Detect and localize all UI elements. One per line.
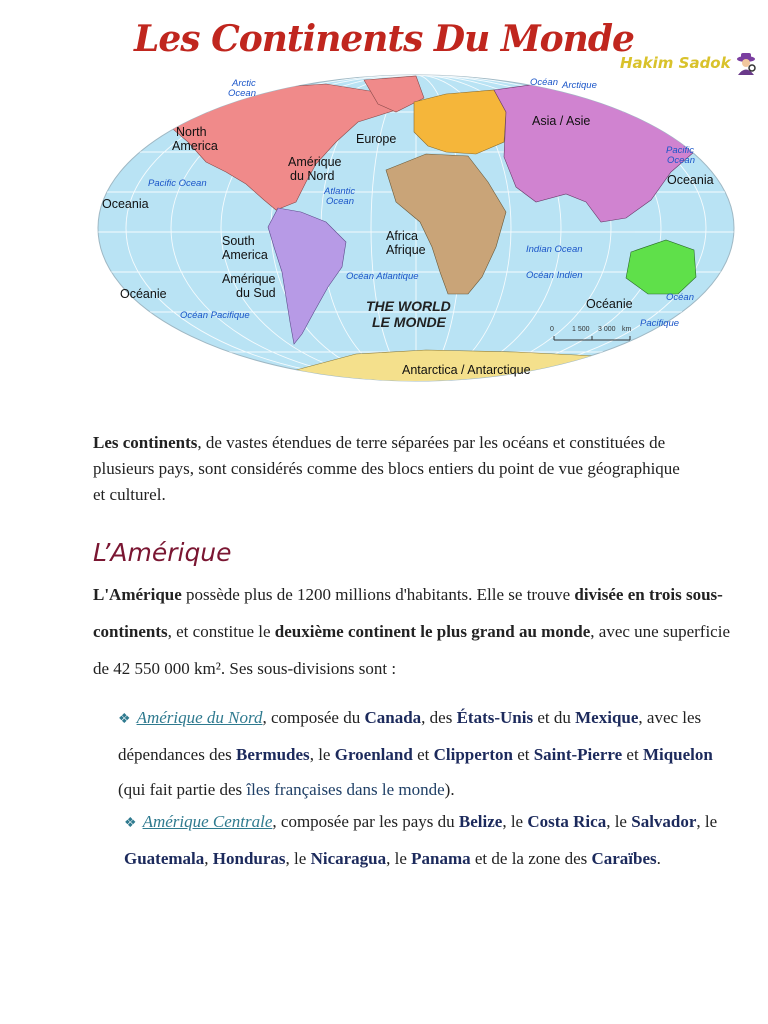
label-oceania-left: Oceania <box>102 197 149 211</box>
scale-km: km <box>622 326 632 333</box>
label-pacific-ocean-right-2: Ocean <box>667 155 695 166</box>
label-ocean-arctique-2: Arctique <box>562 80 597 91</box>
intro-bold: Les continents <box>93 433 198 452</box>
label-north-america-2: America <box>172 139 218 153</box>
amerique-paragraph: L'Amérique possède plus de 1200 millions d'habitants. Elle se trouve divisée en trois sous-continents, et constitue le deuxième continent le plus grand au monde, avec une superficie de 42 550 000 km². Ses sous-divisions sont : <box>93 585 730 678</box>
label-pacifique-right: Pacifique <box>640 318 680 329</box>
scale-3000: 3 000 <box>598 326 616 333</box>
label-the-world: THE WORLD <box>366 298 451 314</box>
continent-europe <box>414 90 506 154</box>
link-iles-francaises[interactable]: îles françaises dans le monde <box>246 780 445 799</box>
label-ocean-indien: Océan Indien <box>526 270 583 281</box>
scale-0: 0 <box>550 326 554 333</box>
label-amerique-sud-2: du Sud <box>236 286 276 300</box>
scale-1500: 1 500 <box>572 326 590 333</box>
detective-icon <box>733 50 759 76</box>
label-antarctica: Antarctica / Antarctique <box>402 363 531 377</box>
label-oceanie-left: Océanie <box>120 287 167 301</box>
link-amerique-du-nord[interactable]: Amérique du Nord <box>136 708 263 727</box>
world-map <box>96 72 736 384</box>
diamond-bullet-icon: ❖ <box>118 712 131 727</box>
label-amerique-sud-1: Amérique <box>222 272 276 286</box>
label-oceanie-right: Océanie <box>586 297 633 311</box>
list-item-amerique-centrale: ❖ Amérique Centrale, composée par les pays du Belize, le Costa Rica, le Salvador, le Guatemala, Honduras, le Nicaragua, le Panama et de la zone des Caraïbes. <box>124 812 718 868</box>
label-le-monde: LE MONDE <box>372 314 446 330</box>
intro-text: , de vastes étendues de terre séparées par les océans et constituées de plusieurs pays, sont considérés comme des blocs entiers du point de vue géographique et culturel. <box>93 433 680 504</box>
label-amerique-nord-2: du Nord <box>290 169 335 183</box>
label-afrique: Afrique <box>386 243 426 257</box>
label-ocean-pacifique-left: Océan Pacifique <box>180 310 250 321</box>
label-europe: Europe <box>356 132 397 146</box>
label-south-america-1: South <box>222 234 255 248</box>
label-amerique-nord-1: Amérique <box>288 155 342 169</box>
label-atlantic-ocean-2: Ocean <box>326 196 354 207</box>
label-arctic-ocean-1: Arctic <box>232 78 256 89</box>
diamond-bullet-icon: ❖ <box>124 816 137 831</box>
label-pacific-ocean-right-1: Pacific <box>666 145 694 156</box>
label-oceania-right: Oceania <box>667 173 714 187</box>
label-arctic-ocean-2: Ocean <box>228 88 256 99</box>
intro-paragraph <box>93 430 693 508</box>
page-title: Les Continents Du Monde <box>134 18 634 60</box>
link-amerique-centrale[interactable]: Amérique Centrale <box>142 812 273 831</box>
label-pacific-ocean-left: Pacific Ocean <box>148 178 207 189</box>
label-africa: Africa <box>386 229 418 243</box>
label-north-america-1: North <box>176 125 207 139</box>
label-indian-ocean: Indian Ocean <box>526 244 583 255</box>
label-ocean-arctique-1: Océan <box>530 77 558 88</box>
section-heading-amerique: L’Amérique <box>93 538 232 567</box>
label-ocean-right: Océan <box>666 292 694 303</box>
label-ocean-atlantique: Océan Atlantique <box>346 271 419 282</box>
label-south-america-2: America <box>222 248 268 262</box>
list-item-amerique-nord: ❖ Amérique du Nord, composée du Canada, des États-Unis et du Mexique, avec les dépendances des Bermudes, le Groenland et Clipperton et Saint-Pierre et Miquelon (qui fait partie des îles françaises dans le monde). <box>118 708 713 799</box>
author-signature: Hakim Sadok <box>620 54 731 72</box>
label-asia: Asia / Asie <box>532 114 591 128</box>
label-atlantic-ocean-1: Atlantic <box>324 186 356 197</box>
